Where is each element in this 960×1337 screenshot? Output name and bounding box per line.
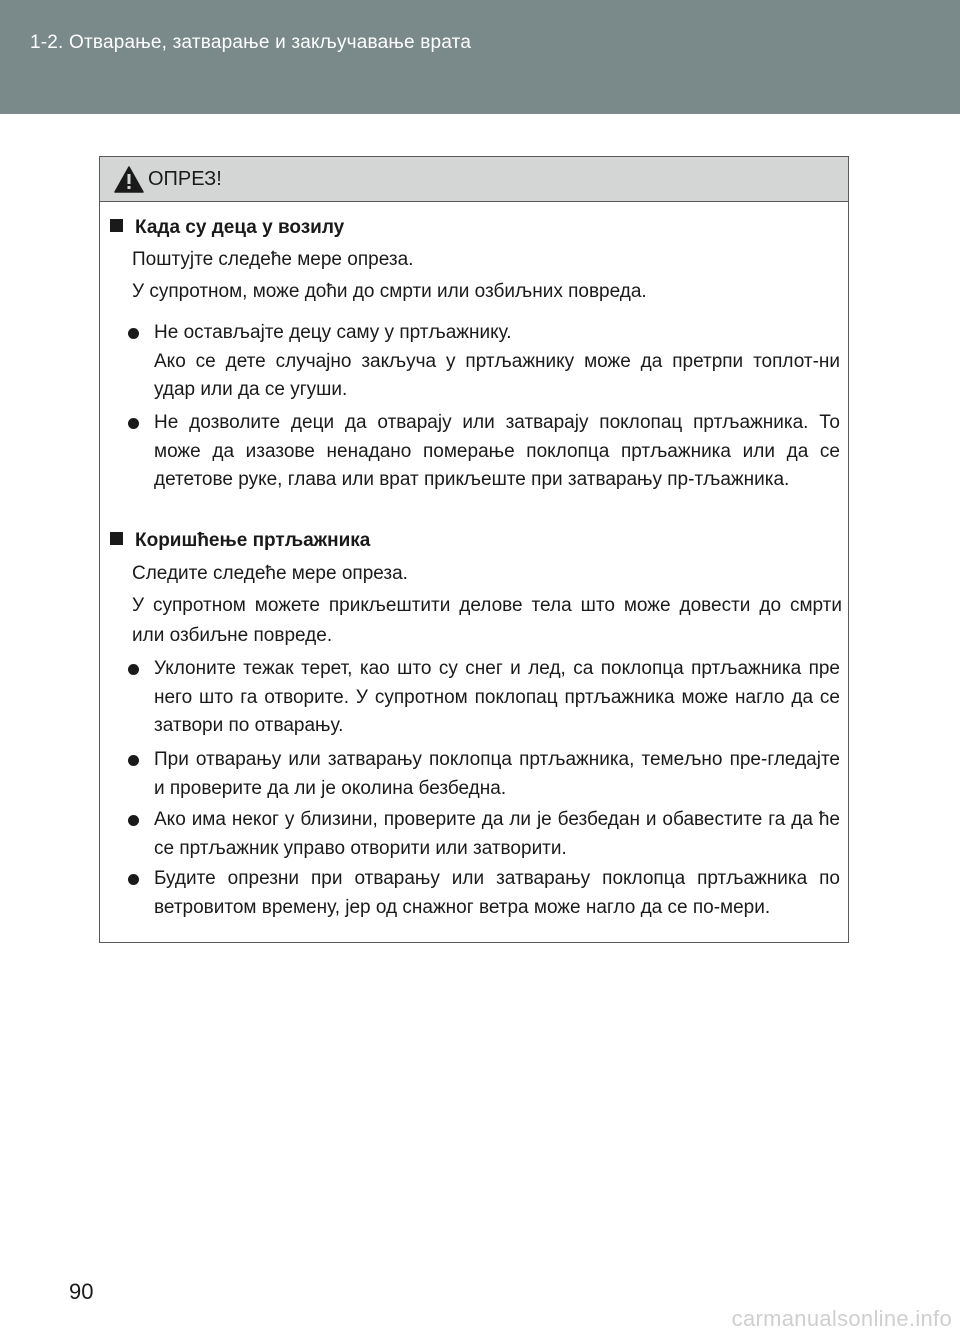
square-bullet-icon <box>110 532 123 545</box>
list-item <box>128 655 840 741</box>
section-intro: Поштујте следеће мере опреза. <box>132 249 414 270</box>
caution-title: ОПРЕЗ! <box>148 168 222 190</box>
bullet-dot-icon <box>128 418 139 429</box>
bullet-dot-icon <box>128 874 139 885</box>
page-header <box>0 0 960 114</box>
list-item <box>128 409 840 495</box>
list-item-text: Не остављајте децу саму у пртљажнику. Ако се дете случајно закључа у пртљажнику може да претрпи топлот-ни удар или да се угуши. <box>154 322 840 400</box>
list-item-text: Не дозволите деци да отварају или затварају поклопац пртљажника. То може да изазове ненадано померање поклопца пртљажника или да се дететове руке, глава или врат прикљеште при затварању пр-тљажника. <box>154 412 840 490</box>
caution-box <box>99 156 849 943</box>
section-title: 1-2. Отварање, затварање и закључавање врата <box>30 32 472 53</box>
section-heading-text: Коришћење пртљажника <box>135 530 371 551</box>
section-heading-text: Када су деца у возилу <box>135 217 345 238</box>
list-item <box>128 806 840 863</box>
list-item <box>128 865 840 922</box>
bullet-dot-icon <box>128 815 139 826</box>
list-item <box>128 746 840 803</box>
caution-header <box>100 157 848 202</box>
bullet-dot-icon <box>128 755 139 766</box>
warning-triangle-icon <box>114 166 144 193</box>
list-item-text: Уклоните тежак терет, као што су снег и лед, са поклопца пртљажника пре него што га отворите. У супротном поклопац пртљажника може нагло да се затвори по отварању. <box>154 658 840 736</box>
list-item-text: Будите опрезни при отварању или затварању поклопца пртљажника по ветровитом времену, јер од снажног ветра може нагло да се по-мери. <box>154 868 840 918</box>
square-bullet-icon <box>110 219 123 232</box>
list-item <box>128 319 840 405</box>
bullet-dot-icon <box>128 328 139 339</box>
section-intro: У супротном можете прикљештити делове тела што може довести до смрти или озбиљне повреде. <box>132 595 842 646</box>
page-number: 90 <box>69 1279 94 1304</box>
watermark: carmanualsonline.info <box>731 1306 952 1331</box>
section-intro: У супротном, може доћи до смрти или озбиљних повреда. <box>132 281 647 302</box>
list-item-text: Ако има неког у близини, проверите да ли је безбедан и обавестите га да ће се пртљажник управо отворити или затворити. <box>154 809 840 859</box>
section-intro: Следите следеће мере опреза. <box>132 563 408 584</box>
list-item-text: При отварању или затварању поклопца пртљажника, темељно пре-гледајте и проверите да ли је околина безбедна. <box>154 749 840 799</box>
bullet-dot-icon <box>128 664 139 675</box>
section-heading-children <box>110 217 344 239</box>
section-heading-trunk <box>110 530 370 552</box>
